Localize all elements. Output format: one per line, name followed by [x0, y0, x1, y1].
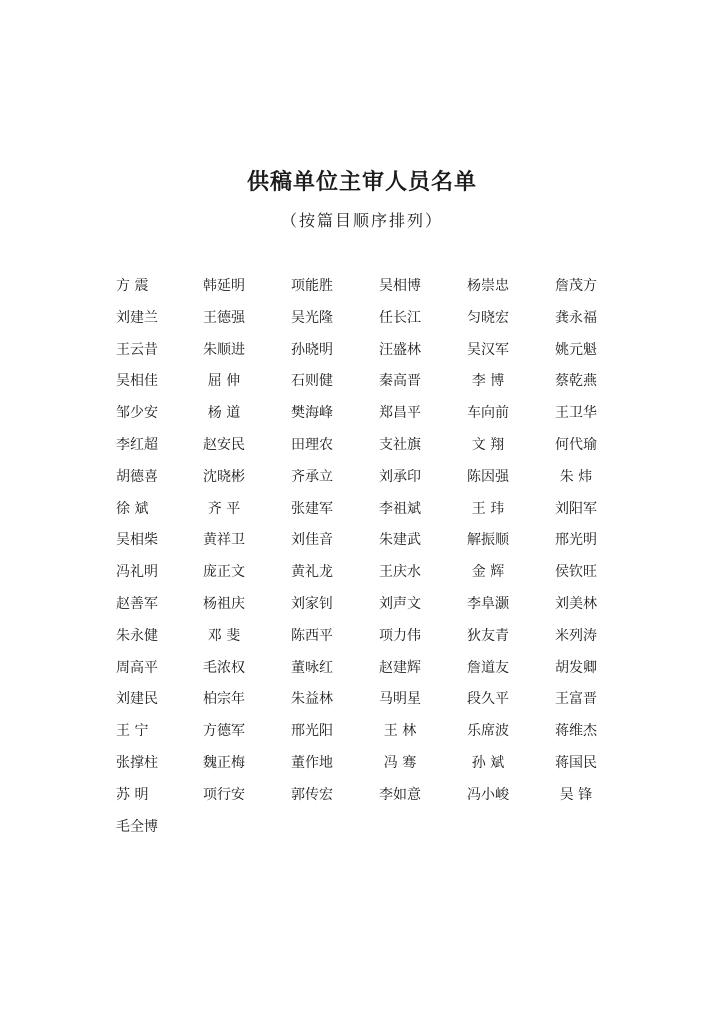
name-entry: 邓 斐 — [207, 627, 241, 644]
name-entry: 樊海峰 — [291, 405, 333, 422]
name-entry: 蔡乾燕 — [555, 373, 597, 390]
name-entry: 杨崇忠 — [467, 278, 509, 294]
name-entry: 陈因强 — [467, 468, 509, 485]
name-entry: 蒋维杰 — [555, 723, 597, 740]
name-entry: 徐 斌 — [116, 500, 149, 517]
name-entry: 赵安民 — [203, 436, 245, 453]
name-entry: 任长江 — [379, 309, 421, 326]
name-entry: 姚元魁 — [555, 341, 597, 358]
name-entry: 王云昔 — [116, 341, 158, 358]
name-entry: 魏正梅 — [203, 754, 245, 771]
name-entry: 吴相博 — [379, 278, 421, 294]
name-entry: 匀晓宏 — [467, 309, 509, 326]
name-entry: 刘建民 — [116, 691, 158, 708]
name-entry: 刘声文 — [379, 595, 421, 612]
name-entry: 董作地 — [291, 754, 333, 771]
name-entry: 田理农 — [291, 436, 333, 453]
name-entry: 李如意 — [379, 786, 421, 803]
name-entry: 汪盛林 — [379, 341, 421, 358]
name-entry: 解振顺 — [467, 532, 509, 549]
name-entry: 刘佳音 — [291, 532, 333, 549]
name-entry: 狄友青 — [467, 627, 509, 644]
name-entry: 朱顺进 — [203, 341, 245, 358]
name-entry: 冯小峻 — [467, 786, 509, 803]
name-entry: 张撑柱 — [116, 754, 158, 771]
name-entry: 庞正文 — [203, 564, 245, 581]
name-entry: 刘承印 — [379, 468, 421, 485]
name-entry: 王德强 — [203, 309, 245, 326]
name-entry: 李祖斌 — [379, 500, 421, 517]
name-entry: 朱益林 — [291, 691, 333, 708]
name-entry: 何代瑜 — [555, 436, 597, 453]
name-entry: 孙 斌 — [471, 754, 505, 771]
name-entry: 齐承立 — [291, 468, 333, 485]
name-entry: 刘阳军 — [555, 500, 597, 517]
name-entry: 冯礼明 — [116, 564, 158, 581]
name-entry: 秦高晋 — [379, 373, 421, 390]
name-entry: 詹茂方 — [555, 278, 597, 294]
name-entry: 龚永福 — [555, 309, 597, 326]
name-entry: 文 翔 — [471, 436, 505, 453]
name-entry: 蒋国民 — [555, 754, 597, 771]
name-entry: 赵建辉 — [379, 659, 421, 676]
page-subtitle: （按篇目顺序排列） — [280, 211, 443, 230]
name-entry: 屈 伸 — [207, 373, 241, 390]
name-entry: 王 林 — [383, 723, 417, 740]
name-entry: 沈晓彬 — [203, 468, 245, 485]
name-entry: 项能胜 — [291, 278, 333, 294]
name-entry: 吴光隆 — [291, 309, 333, 326]
name-entry: 刘家钊 — [291, 595, 333, 612]
name-entry: 胡发卿 — [555, 659, 597, 676]
name-entry: 马明星 — [379, 691, 421, 708]
name-entry: 朱 炜 — [559, 468, 593, 485]
name-entry: 毛浓权 — [203, 659, 245, 676]
page-title: 供稿单位主审人员名单 — [246, 170, 477, 195]
name-entry: 董咏红 — [291, 659, 333, 676]
name-entry: 李红超 — [116, 436, 158, 453]
name-entry: 吴相佳 — [116, 373, 158, 390]
name-entry: 黄祥卫 — [203, 532, 245, 549]
name-entry: 郑昌平 — [379, 405, 421, 422]
name-entry: 毛全博 — [116, 818, 158, 835]
name-entry: 车向前 — [467, 405, 509, 422]
name-entry: 胡德喜 — [116, 468, 158, 485]
name-entry: 石则健 — [291, 373, 333, 390]
name-entry: 李 博 — [471, 373, 505, 390]
name-entry: 吴 锋 — [559, 786, 593, 803]
name-entry: 赵善军 — [116, 595, 158, 612]
name-entry: 柏宗年 — [203, 691, 245, 708]
name-entry: 周高平 — [116, 659, 158, 676]
name-list — [104, 276, 624, 848]
name-entry: 陈西平 — [291, 627, 333, 644]
name-entry: 张建军 — [291, 500, 333, 517]
name-entry: 邢光明 — [555, 532, 597, 549]
name-entry: 杨祖庆 — [203, 595, 245, 612]
name-entry: 冯 骞 — [383, 754, 417, 771]
name-entry: 段久平 — [467, 691, 509, 708]
name-entry: 刘建兰 — [116, 309, 158, 326]
name-entry: 吴相柴 — [116, 532, 158, 549]
name-entry: 朱建武 — [379, 532, 421, 549]
name-entry: 李阜灏 — [467, 595, 509, 612]
name-entry: 方 震 — [116, 278, 149, 294]
name-entry: 王 玮 — [471, 500, 505, 517]
name-entry: 刘美林 — [555, 595, 597, 612]
name-entry: 杨 道 — [207, 405, 241, 422]
name-entry: 苏 明 — [116, 786, 149, 803]
name-entry: 项力伟 — [379, 627, 421, 644]
name-entry: 王庆水 — [379, 564, 421, 581]
name-entry: 黄礼龙 — [291, 564, 333, 581]
name-entry: 吴汉军 — [467, 341, 509, 358]
name-entry: 王富晋 — [555, 691, 597, 708]
name-entry: 齐 平 — [207, 500, 241, 517]
name-entry: 方德军 — [203, 723, 245, 740]
name-entry: 邹少安 — [116, 405, 158, 422]
name-entry: 支社旗 — [379, 436, 421, 453]
name-entry: 詹道友 — [467, 659, 509, 676]
name-entry: 韩延明 — [203, 278, 245, 294]
name-entry: 朱永健 — [116, 627, 158, 644]
name-entry: 乐席波 — [467, 723, 509, 740]
name-entry: 金 辉 — [471, 564, 505, 581]
name-entry: 米列涛 — [555, 627, 597, 644]
name-entry: 侯钦旺 — [555, 564, 597, 581]
name-entry: 郭传宏 — [291, 786, 333, 803]
name-entry: 邢光阳 — [291, 723, 333, 740]
name-entry: 项行安 — [203, 786, 245, 803]
name-entry: 王 宁 — [116, 723, 149, 740]
name-entry: 孙晓明 — [291, 341, 333, 358]
name-entry: 王卫华 — [555, 405, 597, 422]
